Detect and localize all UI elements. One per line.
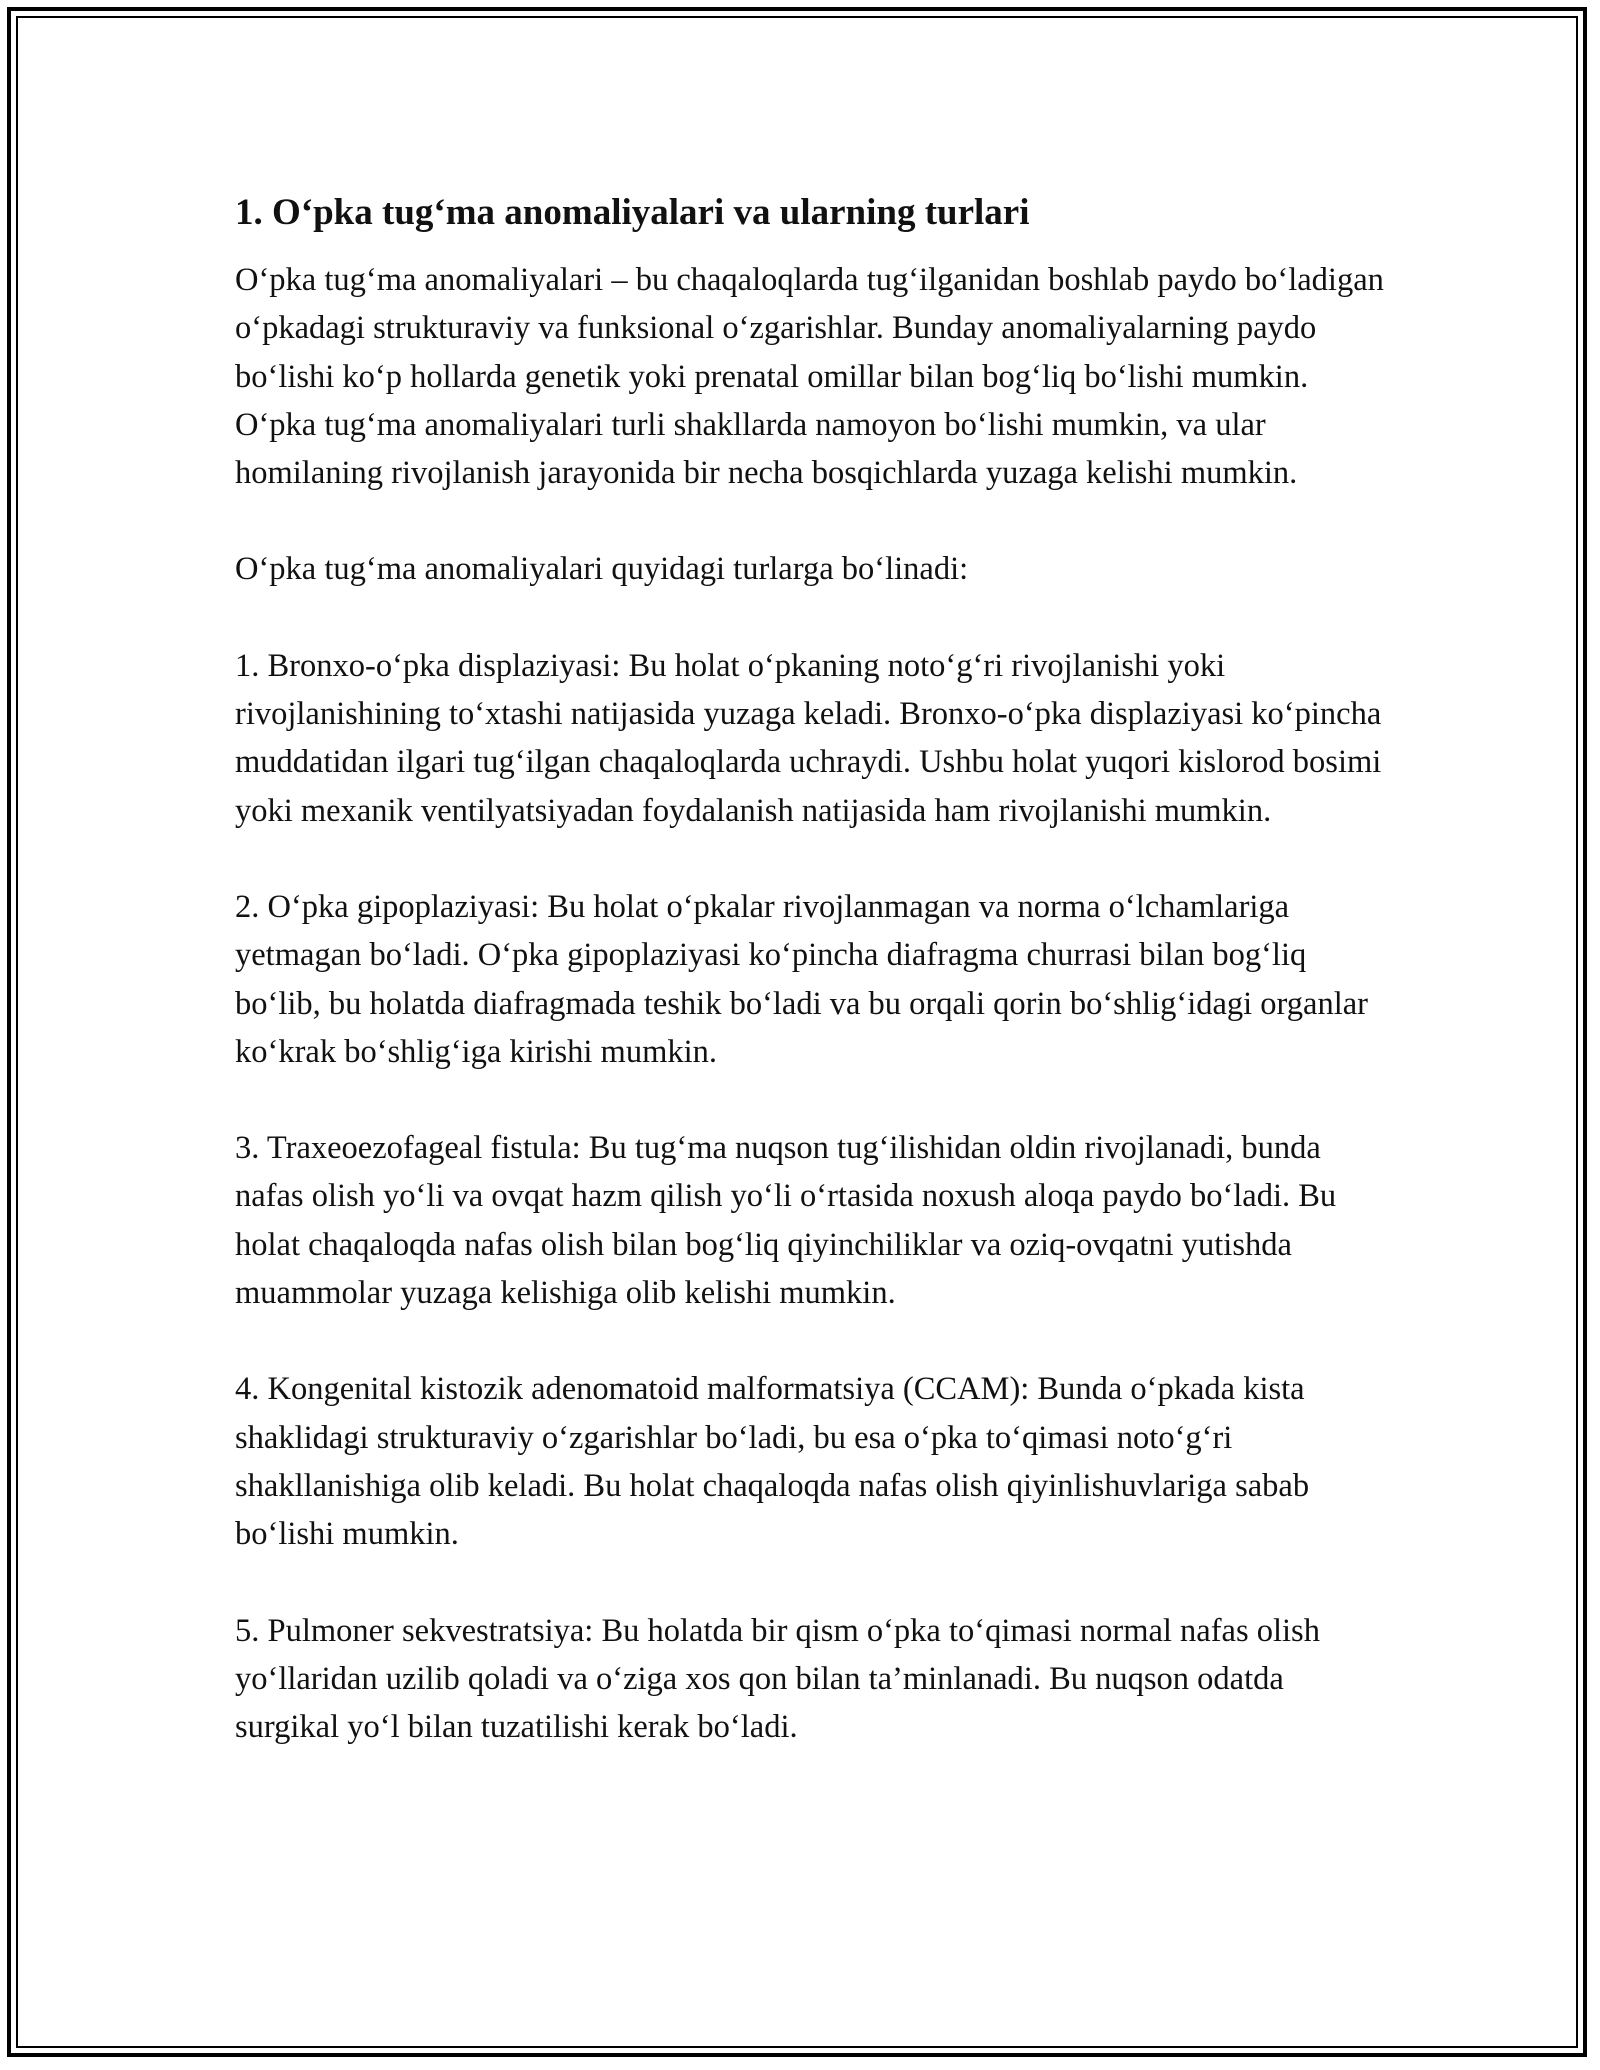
list-item-pulmonary-hypoplasia: 2. O‘pka gipoplaziyasi: Bu holat o‘pkalar rivojlanmagan va norma o‘lchamlariga yetmagan bo‘ladi. O‘pka gipoplaziyasi ko‘pincha diafragma churrasi bilan bog‘liq bo‘lib, bu holatda diafragmada teshik bo‘ladi va bu orqali qorin bo‘shlig‘idagi organlar ko‘krak bo‘shlig‘iga kirishi mumkin. (235, 888, 1368, 1070)
list-item-bronchopulmonary-dysplasia: 1. Bronxo-o‘pka displaziyasi: Bu holat o‘pkaning noto‘g‘ri rivojlanishi yoki rivojlanishining to‘xtashi natijasida yuzaga keladi. Bronxo-o‘pka displaziyasi ko‘pincha muddatidan ilgari tug‘ilgan chaqaloqlarda uchraydi. Ushbu holat yuqori kislorod bosimi yoki mexanik ventilyatsiyadan foydalanish natijasida ham rivojlanishi mumkin. (235, 647, 1382, 829)
section-heading: 1. O‘pka tug‘ma anomaliyalari va ularning turlari (235, 192, 1030, 233)
types-intro-paragraph: O‘pka tug‘ma anomaliyalari quyidagi turlarga bo‘linadi: (235, 551, 969, 588)
document-body (235, 188, 1395, 1751)
intro-paragraph: O‘pka tug‘ma anomaliyalari – bu chaqaloqlarda tug‘ilganidan boshlab paydo bo‘ladigan o‘pkadagi strukturaviy va funksional o‘zgarishlar. Bunday anomaliyalarning paydo bo‘lishi ko‘p hollarda genetik yoki prenatal omillar bilan bog‘liq bo‘lishi mumkin. O‘pka tug‘ma anomaliyalari turli shakllarda namoyon bo‘lishi mumkin, va ular homilaning rivojlanish jarayonida bir necha bosqichlarda yuzaga kelishi mumkin. (235, 262, 1384, 492)
list-item-ccam: 4. Kongenital kistozik adenomatoid malformatsiya (CCAM): Bunda o‘pkada kista shaklidagi strukturaviy o‘zgarishlar bo‘ladi, bu esa o‘pka to‘qimasi noto‘g‘ri shakllanishiga olib keladi. Bu holat chaqaloqda nafas olish qiyinlishuvlariga sabab bo‘lishi mumkin. (235, 1371, 1310, 1553)
list-item-pulmonary-sequestration: 5. Pulmoner sekvestratsiya: Bu holatda bir qism o‘pka to‘qimasi normal nafas olish yo‘llaridan uzilib qoladi va o‘ziga xos qon bilan ta’minlanadi. Bu nuqson odatda surgikal yo‘l bilan tuzatilishi kerak bo‘ladi. (235, 1612, 1320, 1746)
list-item-tracheoesophageal-fistula: 3. Traxeoezofageal fistula: Bu tug‘ma nuqson tug‘ilishidan oldin rivojlanadi, bunda nafas olish yo‘li va ovqat hazm qilish yo‘li o‘rtasida noxush aloqa paydo bo‘ladi. Bu holat chaqaloqda nafas olish bilan bog‘liq qiyinchiliklar va oziq-ovqatni yutishda muammolar yuzaga kelishiga olib kelishi mumkin. (235, 1130, 1337, 1312)
